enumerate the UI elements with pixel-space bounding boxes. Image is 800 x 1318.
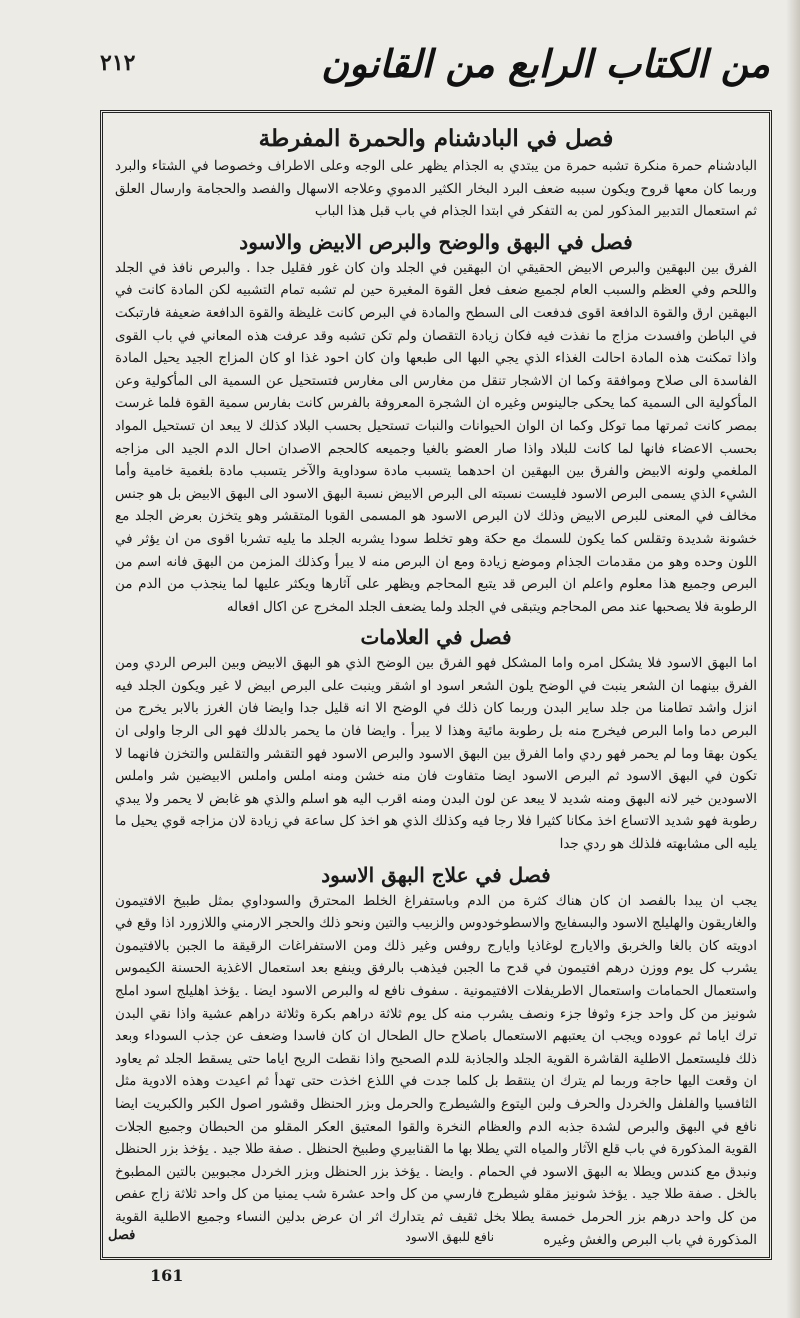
section-heading: فصل في البادشنام والحمرة المفرطة xyxy=(258,125,614,152)
page-edge-shadow xyxy=(786,0,800,1318)
catchword: فصل xyxy=(108,1228,136,1243)
paragraph: اما البهق الاسود فلا يشكل امره واما المشكل فهو الفرق بين الوضح الذي هو البهق الابيض وبين البرص الردي ومن الفرق بينهما ان الشعر ينبت في الوضح يلون الشعر اسود او اشقر وينبت على البرص ابيض لا غير ويكون الجلد فيه انزل واشد تطامنا من جلد ساير البدن وربما كان ذلك في الوضح الا انه قليل جدا وايضا فان الغرز بالابر يخرج من البرص دما واما البرص فيخرج منه بل رطوبة مائية وهذا لا يبرأ . وايضا فان ما يحمر بالدلك فهو الى الرجا واولى ان يكون بهقا وما لم يحمر فهو ردي واما الفرق بين البهق الاسود والبرص الاسود فهو التقشر والتقلس والتخزن فانهما لا تكون في البهق الاسود ثم البرص الاسود ايضا متفاوت فان منه خشن ومنه املس واملس الابيضين شر واملس الاسودين خير لانه البهق ومنه شديد لا يبعد عن لون البدن ومنه اقرب اليه هو اسلم والذي هو غابض لا يحمر ولا يبدي رطوبة فهو شديد الاتساع اخذ مكانا كثيرا فلا رجا فيه وكذلك الذي هو اخذ كل ساعة في زيادة لان مزاجه قوي يحيل ما يليه الى مشابهته فلذلك هو ردي جدا xyxy=(115,656,757,853)
paragraph: يجب ان يبدا بالفصد ان كان هناك كثرة من الدم وباستفراغ الخلط المحترق والسوداوي بمثل طبيخ الافتيمون والغاريقون والهليلج الاسود والبسفايج والاسطوخودوس والزبيب والتين ونحو ذلك والحجر الارمني واللازورد اذا وقع في ادويته كان بالغا والخربق والايارج لوغاذيا وايارج روفس وغير ذلك ومن الاستفراغات الرقيقة ما الجبن بالافتيمون يشرب كل يوم ووزن درهم افتيمون في قدح ما الجبن فيذهب بالرفق وينفع بعد استعمال الاغذية الحسنة الكيموس واستعمال الحمامات واستعمال الاطريفلات الافتيمونية . سفوف نافع له والبرص الاسود ايضا . يؤخذ اهليلج اسود املج شونيز من كل واحد جزء وثوفا جزء ونصف يشرب منه كل يوم ثلاثة دراهم بكرة وثلاثة دراهم عشية واذا نقي البدن ترك اياما ثم عووده ويجب ان يعتبهم الاستعمال باصلاح حال الطحال ان كان فاسدا وضعف عن جذب السوداء وبعد ذلك فليستعمل الاطلية القاشرة القوية الجلد والجاذبة للدم الصحيح واذا نقطت الريح اياما حتى يسقط الجلد ثم يعاود ان وقعت اليها حاجة وربما لم يترك ان ينتقط بل كلما جدت في اللذع اخذت حتى تهدأ ثم اعيدت وهذه الادوية مثل الثافسيا والفلفل والخردل والحرف ولبن اليتوع والشيطرج والحرمل وبزر الحنظل وقشور اصول الكبر والكبريت ايضا نافع في البهق والبرص لشدة جذبه الدم والعظام النخرة والقوا المعتيق العكر المقلو من الحبطان وجميع الجلات القوية المذكورة في باب قلع الآثار والمياه التي يطلا بها ما القنابيري وطبيخ الحنظل . صفة طلا جيد . يؤخذ بزر الحنظل ونبدق مع كندس ويطلا به البهق الاسود في الحمام . وايضا . يؤخذ بزر الحنظل وبزر الخردل مجبوبين بالتين المطبوخ بالخل . صفة طلا جيد . يؤخذ شونيز مقلو شيطرج فارسي من كل واحد عشرة شب يمنيا من كل واحد ثلاثة زاج عفص من كل واحد درهم بزر الحرمل خمسة يطلا بخل ثقيف ثم يتدارك اثر ان عرض بدلين النساء وجميع الاطلية القوية المذكورة في باب البرص والغش وغيره xyxy=(115,893,757,1248)
running-head: من الكتاب الرابع من القانون xyxy=(321,40,770,86)
footer-note: نافع للبهق الاسود xyxy=(405,1229,495,1244)
paragraph: البادشنام حمرة منكرة تشبه حمرة من يبتدي به الجذام يظهر على الوجه وعلى الاطراف وخصوصا في الشتاء والبرد وربما كان معها قروح ويكون سببه ضعف البرد البخار الكثير الدموي وعلاجه الاسهال والفصد والحجامة وارسال العلق ثم استعمال التدبير المذكور لمن به التفكر في ابتدا الجذام في باب قبل هذا الباب xyxy=(115,159,757,220)
section-heading: فصل في علاج البهق الاسود xyxy=(321,862,551,887)
section-heading: فصل في البهق والوضح والبرص الابيض والاسود xyxy=(239,229,633,254)
text-frame xyxy=(100,110,772,1260)
paragraph: الفرق بين البهقين والبرص الابيض الحقيقي ان البهقين في الجلد وان كان غور فقليل جدا . والبرص نافذ في الجلد واللحم وفي العظم والسبب العام لجميع ضعف فعل القوة المغيرة حين لم تشبه تمام التشبيه لكن المادة كانت في البهقين ارق والقوة الدافعة اقوى فدفعت الى السطح والمادة في البرص كانت غليظة والقوة الدافعة ضعيفة فارتبكت في الباطن وافسدت مزاج ما نفذت فيه فكان زيادة التقصان ولم تكن تشبه وقد عرفت هذه المعاني في باب القوى واذا تمكنت هذه المادة احالت الغذاء الذي يجي البها الى طبعها وان كان احود غذا او كان المزاج الجيد يحيل المادة الفاسدة الى صلاح وموافقة وكما ان الاشجار تنقل من مغارس الى مغارس فتستحيل عن السمية الى المأكولية وعن المأكولية الى السمية كما يحكى جالينوس وغيره ان الشجرة المعروفة بالفرس كانت بفارس سمية القوة فلما غرست بمصر كانت ثمرتها مما توكل وكما ان الوان الحيوانات والنبات تستحيل بحسب البلاد كذلك لا يبعد ان تستحيل المواد بحسب الاعضاء فانها لما كانت للبلاد واذا صار العضو بالغيا وجميعه كالحجم الاصدان احال الدم الجيد الى مزاجه الملغمي ولونه الابيض والفرق بين البهقين ان احدهما يتسبب مادة سوداوية والآخر يتسبب مادة بلغمية خامية وأما الشيء الذي يسمى البرص الاسود فليست نسبته الى البرص الابيض نسبة البهق الاسود الى البهق الابيض بل هو جنس مخالف في المعنى للبرص الابيض وذلك لان البرص الاسود هو المسمى القوبا المتقشر وهو يتخزن بعرض الجلد مع خشونة شديدة وتقلس كما يكون للسمك مع حكة وهو تخلط سودا يشربه الجلد ما يليه تشربا اقوى من ان يؤثر في اللون وحده وهو من مقدمات الجذام وموضع زيادة ومع ان البرص منه لا يبرأ وكذلك المزمن من البهق فانه اسم من البرص وجميع هذا معلوم واعلم ان البرص قد يتبع المحاجم ويظهر على آثارها ويكثر عليها لما ينجذب من الدم من الرطوبة فلا يصحبها عند مص المحاجم ويتبقى في الجلد ولما يضعف الجلد المخرج عن اكال افعاله xyxy=(115,260,757,615)
page-header xyxy=(90,28,770,98)
section-heading: فصل في العلامات xyxy=(360,625,512,650)
page-footer xyxy=(108,1228,764,1246)
page-number-top: ٢١٢ xyxy=(100,50,136,76)
page-number-bottom: 161 xyxy=(150,1266,184,1285)
